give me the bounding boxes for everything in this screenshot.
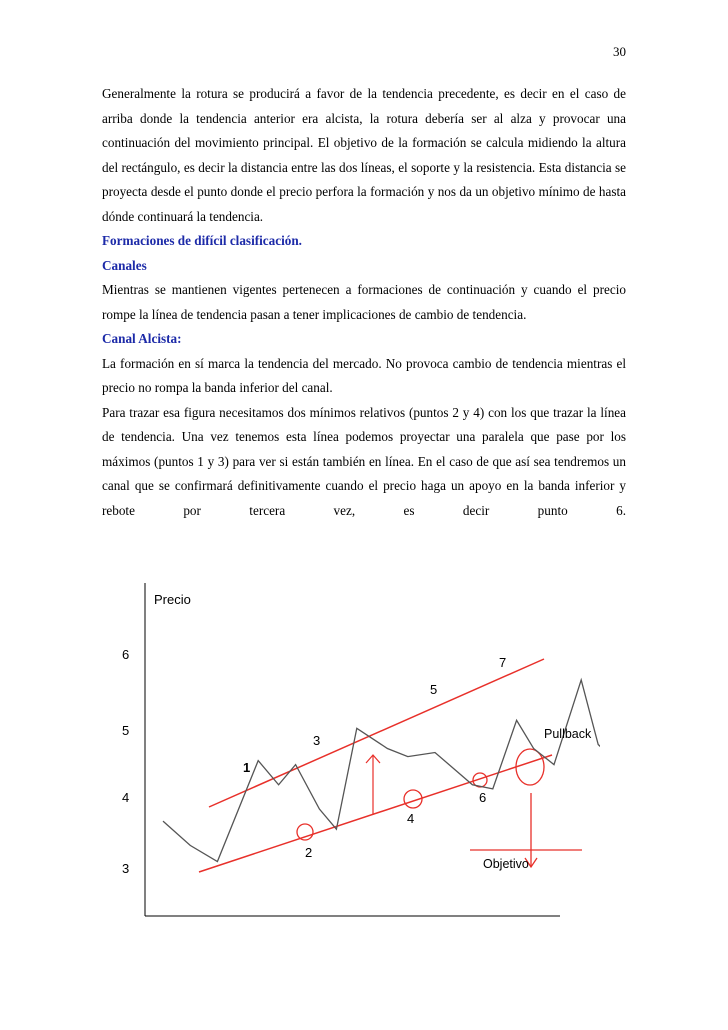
paragraph-formacion: La formación en sí marca la tendencia del mercado. No provoca cambio de tendencia mientras el precio no rompa la banda inferior del canal.: [102, 355, 626, 395]
price-line: [163, 680, 600, 878]
page-number: 30: [613, 44, 626, 59]
y-tick-label: 5: [122, 723, 130, 738]
point-label-5: 5: [430, 682, 438, 697]
y-tick-label: 4: [122, 790, 130, 805]
objetivo-label: Objetivo: [483, 857, 529, 871]
point-label-1: 1: [243, 760, 251, 775]
heading-canales: Canales: [102, 257, 147, 273]
heading-formaciones: Formaciones de difícil clasificación.: [102, 233, 302, 248]
y-tick-labels: [122, 647, 129, 876]
y-tick-label: 3: [122, 861, 130, 876]
y-tick-label: 6: [122, 647, 130, 662]
circle-pullback: [516, 749, 544, 785]
pullback-label: Pullback: [544, 727, 592, 741]
page-body: [102, 82, 626, 523]
paragraph-rotura: Generalmente la rotura se producirá a favor de la tendencia precedente, es decir en el caso de arriba donde la tendencia anterior era alcista, la rotura debería ser al alza y provocar una continuación del movimiento principal. El objetivo de la formación se calcula midiendo la altura del rectángulo, es decir la distancia entre las dos líneas, el soporte y la resistencia. Esta distancia se proyecta desde el punto donde el precio perfora la formación y nos da un objetivo mínimo de hasta dónde continuará la tendencia.: [102, 86, 626, 224]
point-label-7: 7: [499, 655, 507, 670]
point-label-4: 4: [407, 811, 415, 826]
paragraph-canales: Mientras se mantienen vigentes pertenecen a formaciones de continuación y cuando el precio rompe la línea de tendencia pasan a tener implicaciones de cambio de tendencia.: [102, 282, 626, 322]
channel-chart: [100, 575, 600, 925]
heading-canal-alcista: Canal Alcista:: [102, 331, 182, 346]
y-axis-label: Precio: [154, 592, 191, 607]
point-label-3: 3: [313, 733, 321, 748]
point-label-6: 6: [479, 790, 487, 805]
paragraph-trazar: Para trazar esa figura necesitamos dos mínimos relativos (puntos 2 y 4) con los que trazar la línea de tendencia. Una vez tenemos esta línea podemos proyectar una paralela que pase por los máximos (puntos 1 y 3) para ver si están también en línea. En el caso de que así sea tendremos un canal que se confirmará definitivamente cuando el precio haga un apoyo en la banda inferior y rebote por tercera vez, es decir punto 6.: [102, 404, 626, 518]
point-label-2: 2: [305, 845, 313, 860]
